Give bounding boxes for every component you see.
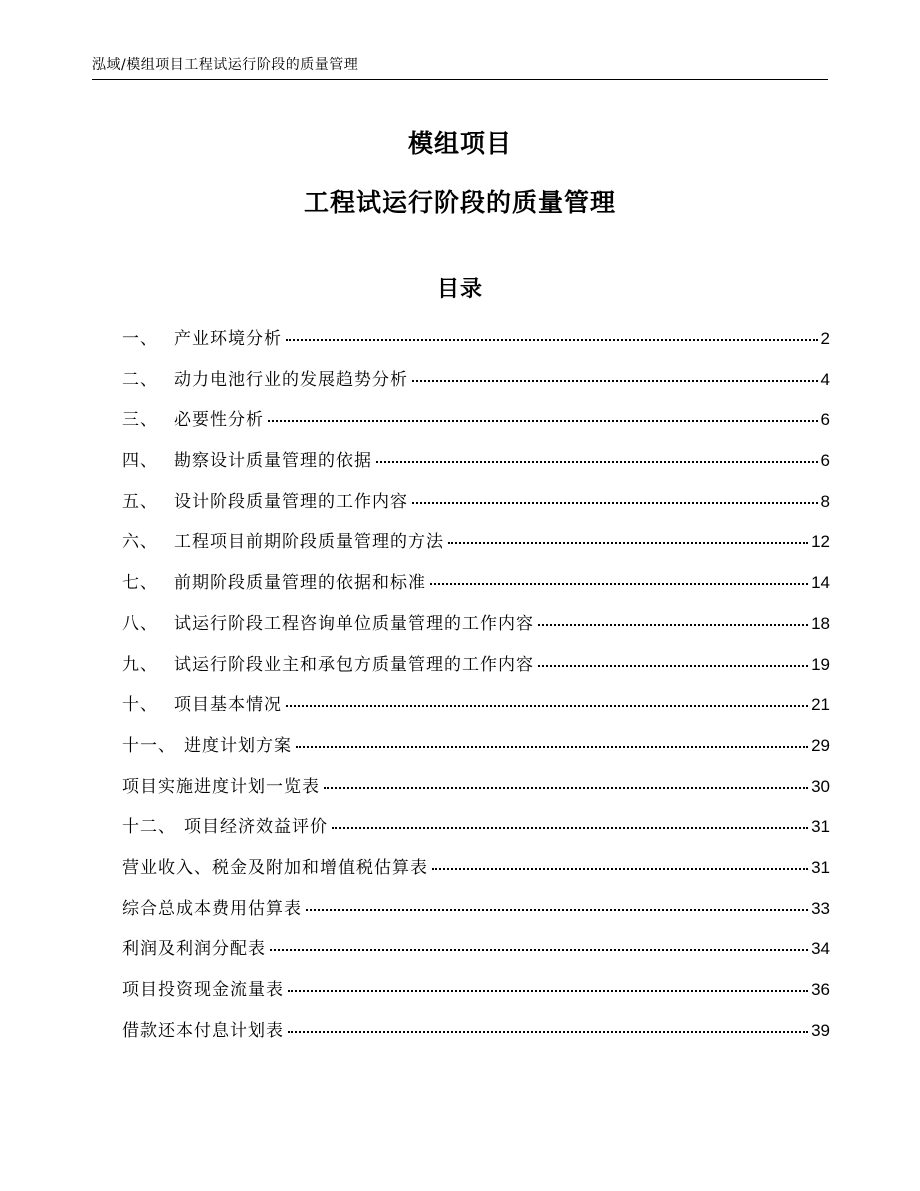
toc-entry-title: 勘察设计质量管理的依据 [174, 451, 372, 472]
toc-entry-number: 十一、 [122, 735, 176, 756]
toc-entry[interactable] [122, 405, 830, 446]
table-of-contents [122, 324, 830, 1056]
toc-entry-title: 产业环境分析 [174, 329, 282, 349]
toc-entry[interactable] [122, 853, 830, 894]
toc-entry-page-number: 8 [820, 491, 830, 511]
toc-entry-page-number: 34 [811, 939, 830, 959]
toc-entry-number: 一、 [122, 329, 158, 349]
toc-entry[interactable] [122, 812, 830, 853]
toc-entry-title: 必要性分析 [174, 410, 264, 431]
toc-entry[interactable] [122, 324, 830, 365]
toc-entry-title: 设计阶段质量管理的工作内容 [174, 491, 408, 512]
toc-entry-title: 项目实施进度计划一览表 [122, 776, 320, 797]
toc-entry-page-number: 36 [811, 980, 830, 999]
toc-entry-title: 营业收入、税金及附加和增值税估算表 [122, 857, 428, 878]
toc-entry-page-number: 12 [811, 532, 830, 552]
toc-entry-title: 借款还本付息计划表 [122, 1020, 284, 1041]
toc-entry-page-number: 29 [811, 735, 830, 755]
toc-entry[interactable] [122, 487, 830, 528]
toc-entry-page-number: 14 [811, 573, 830, 593]
toc-entry-number: 六、 [122, 532, 158, 553]
toc-entry-number: 四、 [122, 451, 158, 472]
toc-dot-leader [412, 379, 818, 382]
toc-entry-title: 利润及利润分配表 [122, 939, 266, 960]
toc-dot-leader [332, 826, 808, 829]
toc-dot-leader [324, 786, 808, 789]
toc-dot-leader [538, 623, 808, 626]
toc-entry-title: 试运行阶段业主和承包方质量管理的工作内容 [174, 654, 534, 675]
toc-heading: 目录 [436, 277, 483, 302]
toc-entry[interactable] [122, 365, 830, 406]
document-title-line2: 工程试运行阶段的质量管理 [303, 188, 616, 217]
toc-entry-title: 动力电池行业的发展趋势分析 [174, 369, 408, 390]
toc-entry-page-number: 2 [820, 329, 830, 348]
running-header: 泓域/模组项目工程试运行阶段的质量管理 [92, 57, 359, 73]
toc-entry-page-number: 6 [820, 451, 830, 471]
toc-dot-leader [430, 582, 808, 585]
toc-entry-title: 试运行阶段工程咨询单位质量管理的工作内容 [174, 613, 534, 634]
toc-entry-page-number: 31 [811, 857, 830, 877]
toc-dot-leader [448, 541, 808, 544]
toc-entry[interactable] [122, 690, 830, 731]
toc-entry[interactable] [122, 650, 830, 691]
toc-entry-title: 工程项目前期阶段质量管理的方法 [174, 532, 444, 553]
toc-entry[interactable] [122, 568, 830, 609]
toc-entry[interactable] [122, 934, 830, 975]
toc-entry-number: 二、 [122, 369, 158, 390]
toc-dot-leader [286, 704, 808, 707]
toc-entry[interactable] [122, 894, 830, 935]
header-divider [92, 79, 828, 80]
toc-entry-title: 项目投资现金流量表 [122, 980, 284, 1000]
toc-dot-leader [376, 460, 818, 463]
toc-entry-number: 九、 [122, 654, 158, 675]
toc-dot-leader [538, 664, 808, 667]
toc-entry-number: 十二、 [122, 817, 176, 838]
toc-dot-leader [268, 419, 818, 422]
toc-entry-title: 前期阶段质量管理的依据和标准 [174, 573, 426, 594]
toc-entry-page-number: 6 [820, 410, 830, 430]
toc-entry-page-number: 19 [811, 654, 830, 674]
toc-entry[interactable] [122, 731, 830, 772]
toc-dot-leader [270, 948, 808, 951]
toc-entry-number: 七、 [122, 573, 158, 594]
toc-entry-title: 综合总成本费用估算表 [122, 898, 302, 919]
toc-dot-leader [412, 501, 818, 504]
toc-entry-title: 项目基本情况 [174, 695, 282, 716]
toc-dot-leader [288, 1030, 808, 1033]
toc-dot-leader [286, 338, 818, 341]
toc-entry-page-number: 4 [820, 369, 830, 389]
toc-entry[interactable] [122, 1016, 830, 1057]
toc-entry-page-number: 33 [811, 898, 830, 918]
toc-dot-leader [288, 989, 808, 992]
toc-entry-title: 项目经济效益评价 [184, 817, 328, 838]
toc-entry-title: 进度计划方案 [184, 735, 292, 756]
toc-entry-number: 五、 [122, 491, 158, 512]
toc-entry-number: 十、 [122, 695, 158, 716]
toc-dot-leader [432, 867, 808, 870]
toc-entry-page-number: 21 [811, 695, 830, 715]
toc-entry[interactable] [122, 527, 830, 568]
toc-entry[interactable] [122, 446, 830, 487]
toc-dot-leader [306, 908, 808, 911]
toc-entry-number: 八、 [122, 613, 158, 634]
toc-entry[interactable] [122, 772, 830, 813]
toc-entry-page-number: 39 [811, 1020, 830, 1040]
toc-entry-page-number: 18 [811, 613, 830, 633]
toc-entry-number: 三、 [122, 410, 158, 431]
document-title-line1: 模组项目 [407, 129, 512, 158]
toc-entry-page-number: 31 [811, 817, 830, 837]
toc-entry[interactable] [122, 609, 830, 650]
toc-dot-leader [296, 745, 808, 748]
toc-entry-page-number: 30 [811, 776, 830, 796]
toc-entry[interactable] [122, 975, 830, 1016]
